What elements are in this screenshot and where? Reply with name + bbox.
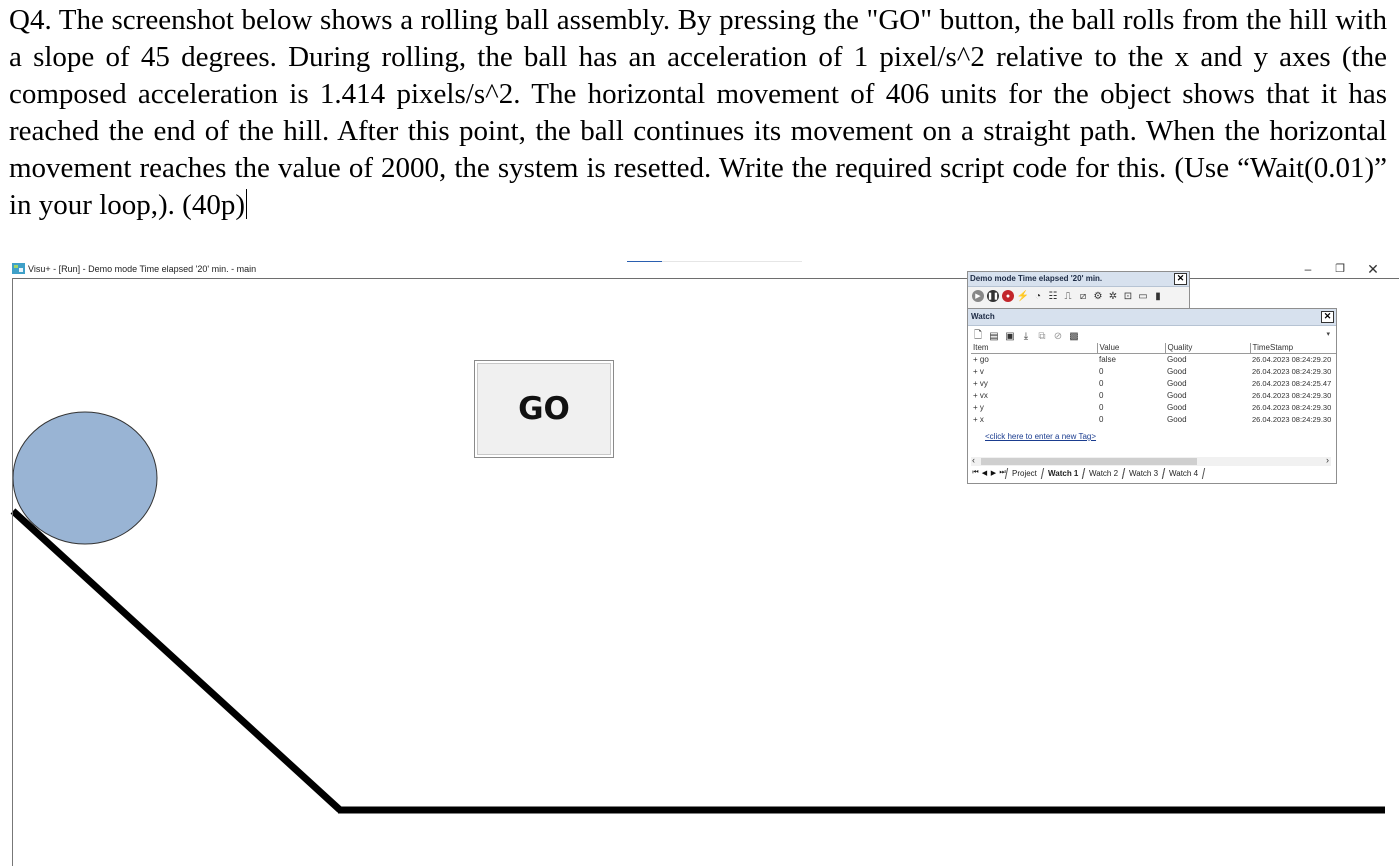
watch-toolbar: [968, 326, 1336, 343]
tab-watch-3[interactable]: [1122, 468, 1165, 479]
question-text: [9, 2, 1387, 224]
save-icon[interactable]: ▣: [1005, 330, 1015, 342]
item-name: go: [979, 355, 989, 364]
go-button-label: GO: [518, 391, 570, 427]
row-timestamp: 26.04.2023 08:24:29.30: [1252, 391, 1332, 400]
watch-title: Watch: [971, 312, 995, 321]
tab-project[interactable]: [1005, 468, 1044, 479]
column-header-quality[interactable]: Quality: [1165, 343, 1250, 354]
row-timestamp: 26.04.2023 08:24:25.47: [1252, 379, 1332, 388]
watch-tab-bar: [971, 467, 1204, 479]
item-name: v: [979, 367, 984, 376]
last-tab-icon[interactable]: ⏭: [999, 469, 1006, 476]
watch-table: [971, 343, 1336, 426]
add-tag-link[interactable]: <click here to enter a new Tag>: [985, 432, 1097, 441]
expand-icon[interactable]: +: [973, 403, 980, 412]
import-icon[interactable]: ⤓: [1023, 330, 1029, 342]
tab-label: Watch 1: [1047, 468, 1079, 478]
lightning-icon[interactable]: ⚡: [1016, 290, 1030, 302]
row-value: 0: [1099, 391, 1104, 400]
row-value: 0: [1099, 379, 1104, 388]
table-row[interactable]: [971, 378, 1336, 390]
watch-close-button[interactable]: ✕: [1321, 311, 1334, 323]
title-bar: [12, 258, 1399, 279]
column-header-value[interactable]: Value: [1097, 343, 1165, 354]
demo-toolbar-title: Demo mode Time elapsed '20' min.: [970, 274, 1103, 283]
table-row[interactable]: [971, 402, 1336, 414]
row-value: false: [1099, 355, 1116, 364]
tab-watch-1[interactable]: [1041, 468, 1086, 479]
watch-window: [967, 308, 1337, 484]
prev-tab-icon[interactable]: ◀: [981, 470, 988, 477]
gear-icon[interactable]: ✲: [1108, 290, 1118, 302]
chevron-down-icon[interactable]: ▾: [1326, 331, 1330, 338]
copy-icon[interactable]: ⧉: [1038, 330, 1046, 342]
item-name: vx: [979, 391, 988, 400]
visu-app-icon: [12, 263, 25, 274]
item-name: x: [979, 415, 984, 424]
demo-toolbar-icons: [968, 287, 1189, 302]
table-row[interactable]: [971, 414, 1336, 426]
close-window-button[interactable]: ✕: [1367, 261, 1379, 277]
play-icon[interactable]: ▶: [972, 290, 984, 302]
table-row[interactable]: [971, 354, 1336, 367]
script-icon[interactable]: ⎍: [1064, 290, 1072, 302]
row-quality: Good: [1167, 367, 1187, 376]
row-item: [971, 414, 1097, 426]
window-icon[interactable]: ⊡: [1123, 290, 1133, 302]
tab-watch-4[interactable]: [1162, 468, 1205, 479]
tab-label: Watch 2: [1089, 468, 1119, 478]
scroll-left-icon[interactable]: ‹: [972, 455, 975, 465]
tab-label: Watch 4: [1169, 468, 1199, 478]
binary-icon[interactable]: ▩: [1069, 330, 1079, 342]
row-timestamp: 26.04.2023 08:24:29.30: [1252, 403, 1332, 412]
visu-window: [0, 258, 1399, 866]
text-caret: [246, 189, 247, 219]
row-timestamp: 26.04.2023 08:24:29.30: [1252, 367, 1332, 376]
restore-button[interactable]: ❐: [1335, 263, 1345, 275]
table-row[interactable]: [971, 390, 1336, 402]
pie-chart-icon[interactable]: ◔: [1034, 290, 1042, 302]
tab-indicator-track: [662, 261, 802, 262]
first-tab-icon[interactable]: ⏮: [972, 469, 979, 476]
demo-mode-toolbar: [967, 271, 1190, 310]
horizontal-scrollbar[interactable]: [971, 457, 1331, 466]
demo-toolbar-close-button[interactable]: ✕: [1174, 273, 1187, 285]
demo-toolbar-header: [968, 272, 1189, 287]
expand-icon[interactable]: +: [973, 391, 980, 400]
pause-icon[interactable]: ❚❚: [987, 290, 999, 302]
chart-icon[interactable]: ⧄: [1079, 290, 1087, 302]
row-quality: Good: [1167, 391, 1187, 400]
row-value: 0: [1099, 403, 1104, 412]
tab-label: Watch 3: [1129, 468, 1159, 478]
expand-icon[interactable]: +: [973, 355, 980, 364]
expand-icon[interactable]: +: [973, 415, 980, 424]
row-timestamp: 26.04.2023 08:24:29.30: [1252, 415, 1332, 424]
tab-indicator: [627, 261, 662, 262]
column-header-timestamp[interactable]: TimeStamp: [1250, 343, 1336, 354]
row-item: [971, 402, 1097, 414]
scroll-right-icon[interactable]: ›: [1326, 455, 1329, 465]
open-folder-icon[interactable]: ▤: [989, 330, 999, 342]
item-name: y: [979, 403, 984, 412]
minimize-button[interactable]: –: [1304, 262, 1312, 276]
row-item: [971, 354, 1097, 367]
trash-icon[interactable]: ▮: [1155, 290, 1161, 302]
row-quality: Good: [1167, 355, 1187, 364]
watch-table-header: [971, 343, 1336, 354]
row-quality: Good: [1167, 403, 1187, 412]
rolling-ball: [13, 412, 157, 544]
row-value: 0: [1099, 415, 1104, 424]
new-document-icon[interactable]: 🗋: [973, 329, 983, 341]
row-quality: Good: [1167, 379, 1187, 388]
window-title: Visu+ - [Run] - Demo mode Time elapsed '20' min. - main: [28, 264, 257, 274]
tab-watch-2[interactable]: [1082, 468, 1125, 479]
window-left-border: [12, 278, 13, 866]
stop-icon[interactable]: ●: [1002, 290, 1014, 302]
question-body: Q4. The screenshot below shows a rolling ball assembly. By pressing the "GO" button, the ball rolls from the hill with a slope of 45 degrees. During rolling, the ball has an acceleration of 1 pixel/s^2 relative to the x and y axes (the composed acceleration is 1.414 pixels/s^2. The horizontal movement of 406 units for the object shows that it has reached the end of the hill. After this point, the ball continues its movement on a straight path. When the horizontal movement reaches the value of 2000, the system is resetted. Write the required script code for this. (Use “Wait(0.01)” in your loop,). (40p): [9, 4, 1387, 221]
row-item: [971, 378, 1097, 390]
table-row[interactable]: [971, 366, 1336, 378]
expand-icon[interactable]: +: [973, 379, 980, 388]
hill-slope: [13, 511, 340, 810]
scrollbar-thumb[interactable]: [981, 458, 1197, 465]
expand-icon[interactable]: +: [973, 367, 980, 376]
row-item: [971, 390, 1097, 402]
settings-icon[interactable]: ⚙: [1093, 290, 1103, 302]
row-timestamp: 26.04.2023 08:24:29.20: [1252, 355, 1332, 364]
next-tab-icon[interactable]: ▶: [990, 470, 997, 477]
watch-header: [968, 309, 1336, 326]
cancel-icon[interactable]: ⊘: [1053, 330, 1063, 342]
column-header-item[interactable]: Item: [971, 343, 1097, 354]
go-button[interactable]: [474, 360, 614, 458]
monitor-icon[interactable]: ▭: [1138, 290, 1148, 302]
item-name: vy: [979, 379, 988, 388]
row-quality: Good: [1167, 415, 1187, 424]
row-item: [971, 366, 1097, 378]
list-icon[interactable]: ☷: [1048, 290, 1058, 302]
tab-label: Project: [1012, 468, 1037, 478]
row-value: 0: [1099, 367, 1104, 376]
